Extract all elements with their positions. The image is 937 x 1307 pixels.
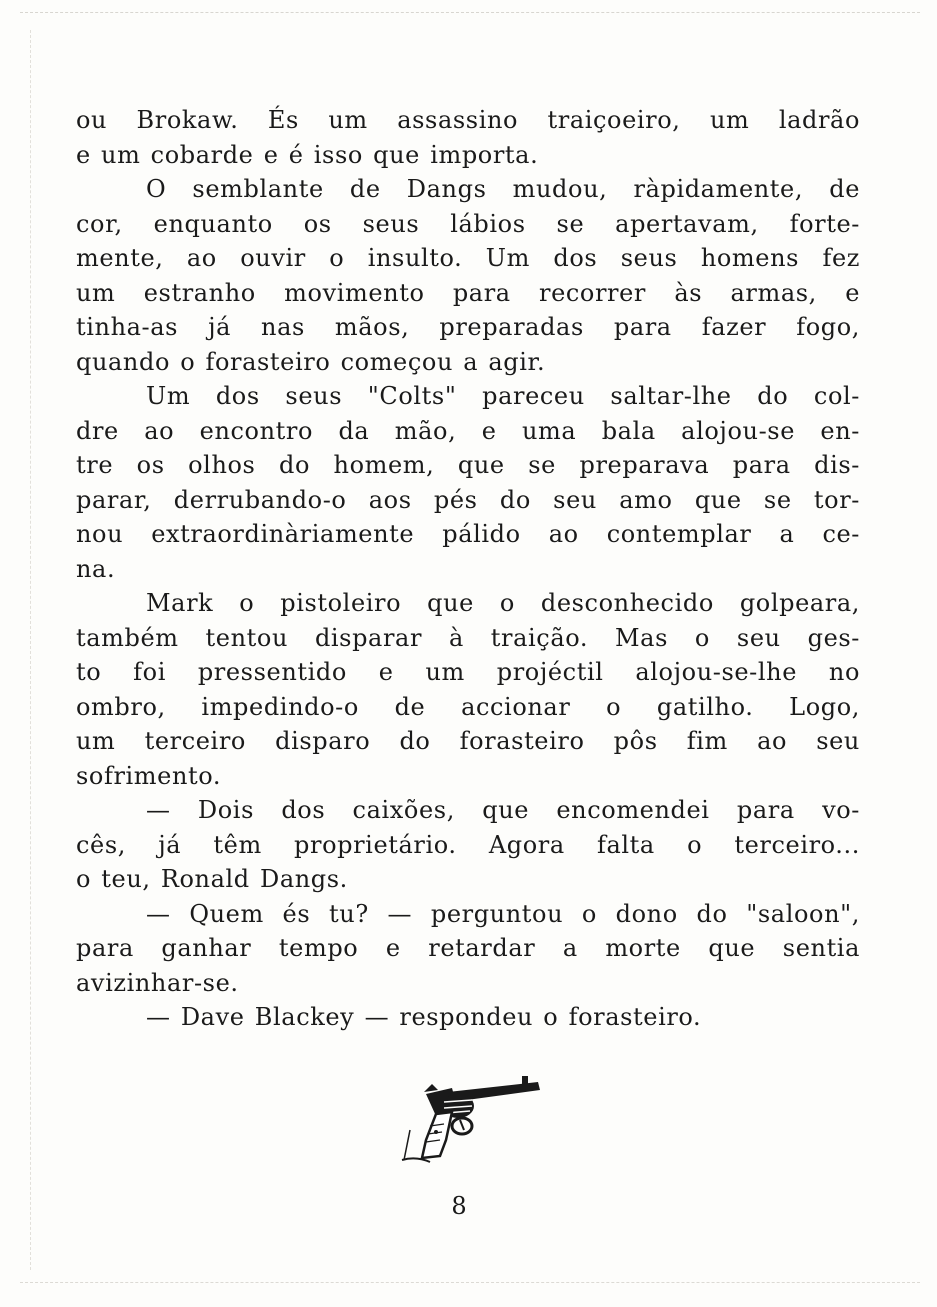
text-line: tre os olhos do homem, que se preparava para dis- [76, 451, 860, 479]
paragraph-start-line: Mark o pistoleiro que o desconhecido golpeara, [146, 589, 860, 617]
paragraph-start-line: O semblante de Dangs mudou, ràpidamente, de [146, 175, 860, 203]
text-line: na. [76, 554, 116, 583]
text-line: ou Brokaw. És um assassino traiçoeiro, um ladrão [76, 106, 860, 134]
text-line: ombro, impedindo-o de accionar o gatilho. Logo, [76, 692, 860, 721]
text-line: to foi pressentido e um projéctil alojou-se-lhe no [76, 658, 860, 686]
text-line: dre ao encontro da mão, e uma bala alojou-se en- [76, 416, 860, 445]
dialogue-line: — Dois dos caixões, que encomendei para vo- [146, 796, 860, 824]
text-line: cês, já têm proprietário. Agora falta o terceiro... [76, 830, 860, 859]
text-line: um estranho movimento para recorrer às armas, e [76, 278, 860, 307]
body-text [76, 103, 860, 1035]
text-line: um terceiro disparo do forasteiro pôs fim ao seu [76, 727, 860, 755]
dialogue-line: — Quem és tu? — perguntou o dono do "saloon", [146, 899, 860, 928]
text-line: para ganhar tempo e retardar a morte que sentia [76, 934, 860, 962]
page-edge-top [20, 12, 920, 13]
text-line: tinha-as já nas mãos, preparadas para fazer fogo, [76, 313, 860, 341]
text-line: cor, enquanto os seus lábios se apertavam, forte- [76, 209, 860, 238]
page-number: 8 [451, 1192, 467, 1220]
text-line: sofrimento. [76, 761, 222, 790]
text-line: e um cobarde e é isso que importa. [76, 140, 539, 169]
text-line: nou extraordinàriamente pálido ao contemplar a ce- [76, 520, 860, 548]
revolver-icon [396, 1070, 546, 1166]
text-line: avizinhar-se. [76, 968, 239, 997]
text-line: parar, derrubando-o aos pés do seu amo que se tor- [76, 485, 860, 514]
page-edge-left [30, 30, 31, 1270]
text-line: também tentou disparar à traição. Mas o seu ges- [76, 623, 860, 652]
paragraph-start-line: Um dos seus "Colts" pareceu saltar-lhe do col- [146, 382, 860, 410]
dialogue-line: — Dave Blackey — respondeu o forasteiro. [146, 1003, 702, 1031]
page-edge-bottom [20, 1282, 920, 1283]
text-line: o teu, Ronald Dangs. [76, 865, 348, 893]
text-line: mente, ao ouvir o insulto. Um dos seus homens fez [76, 244, 860, 272]
text-line: quando o forasteiro começou a agir. [76, 347, 546, 376]
